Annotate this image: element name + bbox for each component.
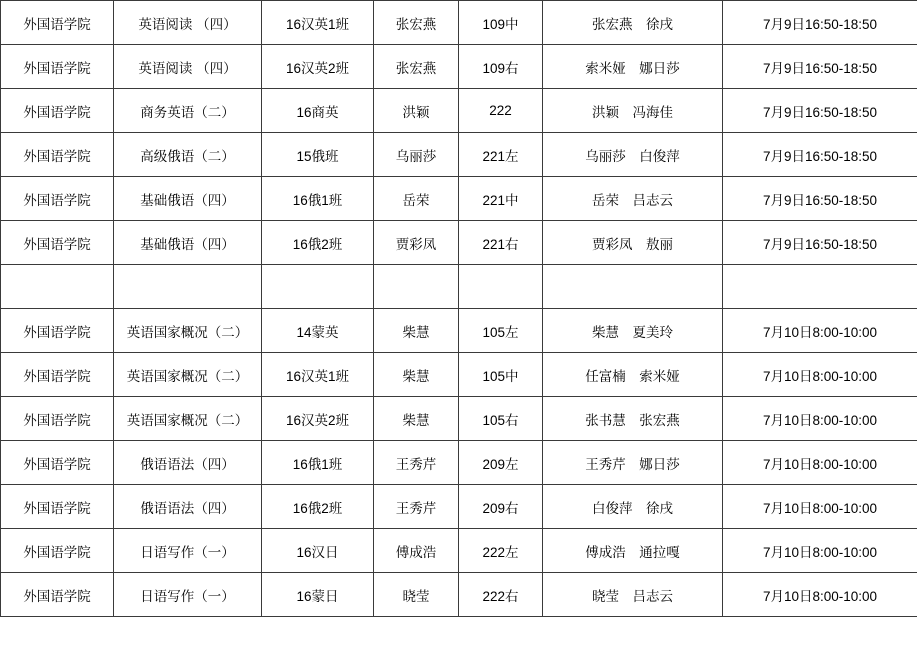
cell-room: 221左: [459, 133, 543, 177]
cell-college: 外国语学院: [1, 89, 114, 133]
cell-invigilators: 洪颖 冯海佳: [543, 89, 723, 133]
cell-class: 16汉英2班: [262, 397, 374, 441]
cell-course: 高级俄语（二）: [114, 133, 262, 177]
cell-course: 商务英语（二）: [114, 89, 262, 133]
cell-college: 外国语学院: [1, 397, 114, 441]
cell-teacher: 乌丽莎: [374, 133, 459, 177]
table-row: [1, 89, 917, 133]
cell-class: 16汉英1班: [262, 1, 374, 45]
cell-room: 222右: [459, 573, 543, 617]
cell-teacher: 晓莹: [374, 573, 459, 617]
cell-invigilators: 乌丽莎 白俊萍: [543, 133, 723, 177]
cell-college: [1, 265, 114, 309]
cell-time: 7月10日8:00-10:00: [723, 353, 917, 397]
cell-course: 英语国家概况（二）: [114, 309, 262, 353]
cell-room: 209右: [459, 485, 543, 529]
cell-room: 105左: [459, 309, 543, 353]
cell-room: 222: [459, 89, 543, 133]
cell-room: 105右: [459, 397, 543, 441]
cell-invigilators: [543, 265, 723, 309]
cell-invigilators: 索米娅 娜日莎: [543, 45, 723, 89]
cell-course: 英语阅读 （四）: [114, 45, 262, 89]
cell-time: 7月9日16:50-18:50: [723, 177, 917, 221]
cell-teacher: 张宏燕: [374, 1, 459, 45]
cell-class: 16俄2班: [262, 221, 374, 265]
cell-college: 外国语学院: [1, 441, 114, 485]
cell-invigilators: 张宏燕 徐戌: [543, 1, 723, 45]
cell-course: 英语国家概况（二）: [114, 397, 262, 441]
cell-invigilators: 傅成浩 通拉嘎: [543, 529, 723, 573]
cell-room: 222左: [459, 529, 543, 573]
table-row: [1, 529, 917, 573]
cell-time: 7月9日16:50-18:50: [723, 221, 917, 265]
cell-teacher: 王秀芹: [374, 485, 459, 529]
cell-time: 7月9日16:50-18:50: [723, 89, 917, 133]
table-row: [1, 573, 917, 617]
cell-room: 209左: [459, 441, 543, 485]
cell-course: 基础俄语（四）: [114, 177, 262, 221]
table-row: [1, 177, 917, 221]
cell-course: 日语写作（一）: [114, 529, 262, 573]
cell-course: 日语写作（一）: [114, 573, 262, 617]
cell-room: 221中: [459, 177, 543, 221]
cell-class: 16俄1班: [262, 441, 374, 485]
cell-teacher: 王秀芹: [374, 441, 459, 485]
table-row: [1, 309, 917, 353]
cell-course: 俄语语法（四）: [114, 441, 262, 485]
cell-invigilators: 白俊萍 徐戌: [543, 485, 723, 529]
cell-time: 7月10日8:00-10:00: [723, 529, 917, 573]
cell-class: 16俄1班: [262, 177, 374, 221]
table-row: [1, 485, 917, 529]
cell-room: [459, 265, 543, 309]
table-row: [1, 441, 917, 485]
cell-invigilators: 柴慧 夏美玲: [543, 309, 723, 353]
table-row: [1, 1, 917, 45]
cell-room: 109右: [459, 45, 543, 89]
cell-teacher: 张宏燕: [374, 45, 459, 89]
cell-course: 英语国家概况（二）: [114, 353, 262, 397]
cell-teacher: 柴慧: [374, 309, 459, 353]
cell-class: 14蒙英: [262, 309, 374, 353]
cell-college: 外国语学院: [1, 133, 114, 177]
cell-invigilators: 任富楠 索米娅: [543, 353, 723, 397]
cell-time: 7月10日8:00-10:00: [723, 441, 917, 485]
cell-time: 7月10日8:00-10:00: [723, 397, 917, 441]
cell-time: 7月10日8:00-10:00: [723, 573, 917, 617]
table-row: [1, 353, 917, 397]
cell-class: 15俄班: [262, 133, 374, 177]
cell-class: 16商英: [262, 89, 374, 133]
cell-room: 221右: [459, 221, 543, 265]
cell-time: 7月9日16:50-18:50: [723, 1, 917, 45]
cell-invigilators: 晓莹 吕志云: [543, 573, 723, 617]
cell-room: 105中: [459, 353, 543, 397]
cell-class: [262, 265, 374, 309]
table-row: [1, 397, 917, 441]
cell-teacher: [374, 265, 459, 309]
cell-invigilators: 王秀芹 娜日莎: [543, 441, 723, 485]
cell-course: 俄语语法（四）: [114, 485, 262, 529]
cell-time: 7月9日16:50-18:50: [723, 133, 917, 177]
cell-college: 外国语学院: [1, 529, 114, 573]
cell-teacher: 傅成浩: [374, 529, 459, 573]
cell-course: [114, 265, 262, 309]
cell-class: 16蒙日: [262, 573, 374, 617]
cell-college: 外国语学院: [1, 485, 114, 529]
table-row-spacer: [1, 265, 917, 309]
cell-course: 基础俄语（四）: [114, 221, 262, 265]
cell-invigilators: 岳荣 吕志云: [543, 177, 723, 221]
cell-teacher: 贾彩凤: [374, 221, 459, 265]
cell-invigilators: 张书慧 张宏燕: [543, 397, 723, 441]
cell-class: 16汉英1班: [262, 353, 374, 397]
cell-room: 109中: [459, 1, 543, 45]
cell-time: 7月9日16:50-18:50: [723, 45, 917, 89]
cell-college: 外国语学院: [1, 1, 114, 45]
cell-college: 外国语学院: [1, 573, 114, 617]
cell-teacher: 岳荣: [374, 177, 459, 221]
cell-class: 16俄2班: [262, 485, 374, 529]
cell-college: 外国语学院: [1, 353, 114, 397]
table-row: [1, 133, 917, 177]
cell-teacher: 洪颖: [374, 89, 459, 133]
schedule-body: [1, 1, 917, 617]
cell-college: 外国语学院: [1, 309, 114, 353]
cell-course: 英语阅读 （四）: [114, 1, 262, 45]
cell-invigilators: 贾彩凤 敖丽: [543, 221, 723, 265]
cell-class: 16汉英2班: [262, 45, 374, 89]
cell-college: 外国语学院: [1, 177, 114, 221]
cell-time: [723, 265, 917, 309]
cell-college: 外国语学院: [1, 221, 114, 265]
cell-time: 7月10日8:00-10:00: [723, 309, 917, 353]
table-row: [1, 45, 917, 89]
cell-time: 7月10日8:00-10:00: [723, 485, 917, 529]
cell-college: 外国语学院: [1, 45, 114, 89]
cell-class: 16汉日: [262, 529, 374, 573]
cell-teacher: 柴慧: [374, 397, 459, 441]
cell-teacher: 柴慧: [374, 353, 459, 397]
table-row: [1, 221, 917, 265]
